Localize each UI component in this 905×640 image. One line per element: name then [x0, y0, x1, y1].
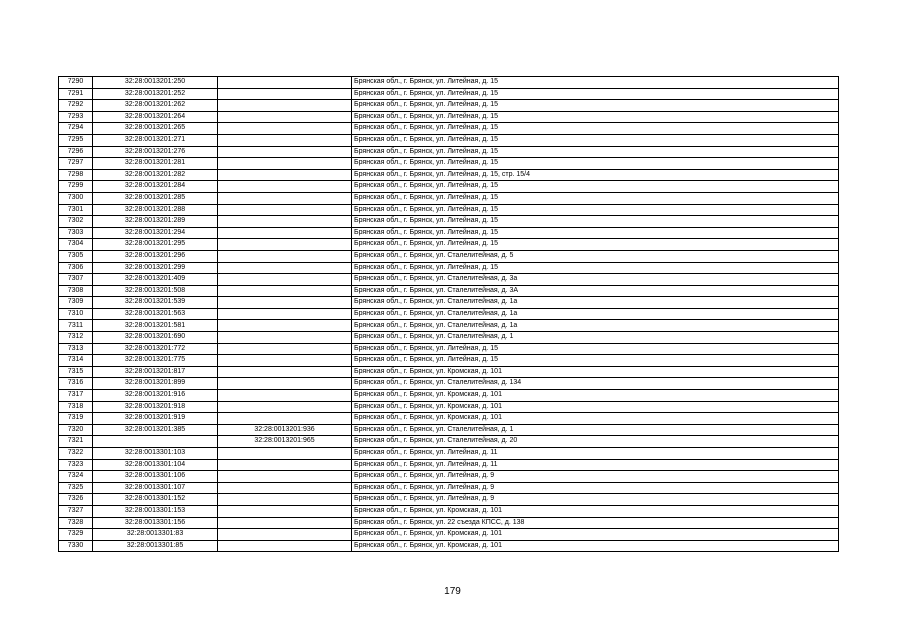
related-cadastral-number-cell: [218, 401, 352, 413]
address-cell: Брянская обл., г. Брянск, ул. Литейная, д. 15: [352, 239, 839, 251]
table-row: [59, 320, 839, 332]
address-cell: Брянская обл., г. Брянск, ул. Литейная, д. 15: [352, 204, 839, 216]
row-number-cell: 7292: [59, 100, 93, 112]
row-number-cell: 7307: [59, 274, 93, 286]
row-number-cell: 7313: [59, 343, 93, 355]
address-cell: Брянская обл., г. Брянск, ул. Литейная, д. 15: [352, 262, 839, 274]
cadastral-number-cell: 32:28:0013201:918: [93, 401, 218, 413]
cadastral-number-cell: 32:28:0013201:690: [93, 332, 218, 344]
related-cadastral-number-cell: [218, 308, 352, 320]
row-number-cell: 7321: [59, 436, 93, 448]
address-cell: Брянская обл., г. Брянск, ул. Кромская, д. 101: [352, 505, 839, 517]
related-cadastral-number-cell: 32:28:0013201:965: [218, 436, 352, 448]
address-cell: Брянская обл., г. Брянск, ул. Литейная, д. 15: [352, 158, 839, 170]
table-row: [59, 239, 839, 251]
table-row: [59, 505, 839, 517]
address-cell: Брянская обл., г. Брянск, ул. Литейная, д. 15: [352, 216, 839, 228]
related-cadastral-number-cell: [218, 169, 352, 181]
address-cell: Брянская обл., г. Брянск, ул. Литейная, д. 15: [352, 111, 839, 123]
row-number-cell: 7329: [59, 529, 93, 541]
table-row: [59, 169, 839, 181]
address-cell: Брянская обл., г. Брянск, ул. Литейная, д. 11: [352, 459, 839, 471]
table-row: [59, 77, 839, 89]
related-cadastral-number-cell: [218, 320, 352, 332]
address-cell: Брянская обл., г. Брянск, ул. Литейная, д. 15: [352, 181, 839, 193]
cadastral-number-cell: 32:28:0013201:299: [93, 262, 218, 274]
related-cadastral-number-cell: [218, 158, 352, 170]
row-number-cell: 7298: [59, 169, 93, 181]
cadastral-number-cell: 32:28:0013301:83: [93, 529, 218, 541]
address-cell: Брянская обл., г. Брянск, ул. Кромская, д. 101: [352, 540, 839, 552]
row-number-cell: 7319: [59, 413, 93, 425]
cadastral-number-cell: 32:28:0013201:385: [93, 424, 218, 436]
address-cell: Брянская обл., г. Брянск, ул. Литейная, д. 15: [352, 88, 839, 100]
cadastral-number-cell: 32:28:0013201:294: [93, 227, 218, 239]
cadastral-number-cell: 32:28:0013201:296: [93, 250, 218, 262]
row-number-cell: 7312: [59, 332, 93, 344]
address-cell: Брянская обл., г. Брянск, ул. Сталелитейная, д. 1а: [352, 297, 839, 309]
cadastral-number-cell: 32:28:0013201:916: [93, 390, 218, 402]
table-row: [59, 355, 839, 367]
row-number-cell: 7302: [59, 216, 93, 228]
table-row: [59, 413, 839, 425]
row-number-cell: 7318: [59, 401, 93, 413]
cadastral-number-cell: 32:28:0013201:817: [93, 366, 218, 378]
table-row: [59, 448, 839, 460]
related-cadastral-number-cell: [218, 123, 352, 135]
address-cell: Брянская обл., г. Брянск, ул. Сталелитейная, д. 5: [352, 250, 839, 262]
table-row: [59, 424, 839, 436]
address-cell: Брянская обл., г. Брянск, ул. Кромская, д. 101: [352, 413, 839, 425]
table-row: [59, 146, 839, 158]
table-row: [59, 482, 839, 494]
address-cell: Брянская обл., г. Брянск, ул. Сталелитейная, д. 1а: [352, 308, 839, 320]
cadastral-number-cell: 32:28:0013301:156: [93, 517, 218, 529]
address-cell: Брянская обл., г. Брянск, ул. Кромская, д. 101: [352, 390, 839, 402]
table-row: [59, 401, 839, 413]
row-number-cell: 7316: [59, 378, 93, 390]
related-cadastral-number-cell: [218, 204, 352, 216]
table-row: [59, 123, 839, 135]
address-cell: Брянская обл., г. Брянск, ул. Сталелитейная, д. 3а: [352, 274, 839, 286]
table-row: [59, 517, 839, 529]
related-cadastral-number-cell: [218, 88, 352, 100]
cadastral-number-cell: 32:28:0013201:252: [93, 88, 218, 100]
cadastral-number-cell: 32:28:0013201:539: [93, 297, 218, 309]
cadastral-number-cell: 32:28:0013201:775: [93, 355, 218, 367]
related-cadastral-number-cell: [218, 134, 352, 146]
related-cadastral-number-cell: [218, 413, 352, 425]
row-number-cell: 7304: [59, 239, 93, 251]
cadastral-number-cell: 32:28:0013301:104: [93, 459, 218, 471]
related-cadastral-number-cell: [218, 332, 352, 344]
table-row: [59, 459, 839, 471]
table-row: [59, 227, 839, 239]
related-cadastral-number-cell: [218, 297, 352, 309]
cadastral-number-cell: 32:28:0013301:106: [93, 471, 218, 483]
row-number-cell: 7325: [59, 482, 93, 494]
address-cell: Брянская обл., г. Брянск, ул. Литейная, д. 15: [352, 227, 839, 239]
related-cadastral-number-cell: [218, 146, 352, 158]
related-cadastral-number-cell: [218, 274, 352, 286]
address-cell: Брянская обл., г. Брянск, ул. Сталелитейная, д. 134: [352, 378, 839, 390]
related-cadastral-number-cell: [218, 505, 352, 517]
table-row: [59, 262, 839, 274]
address-cell: Брянская обл., г. Брянск, ул. Сталелитейная, д. 3А: [352, 285, 839, 297]
related-cadastral-number-cell: [218, 366, 352, 378]
address-cell: Брянская обл., г. Брянск, ул. Кромская, д. 101: [352, 401, 839, 413]
related-cadastral-number-cell: [218, 343, 352, 355]
row-number-cell: 7330: [59, 540, 93, 552]
table-row: [59, 158, 839, 170]
table-row: [59, 216, 839, 228]
address-cell: Брянская обл., г. Брянск, ул. Литейная, д. 15, стр. 15/4: [352, 169, 839, 181]
table-row: [59, 88, 839, 100]
cadastral-number-cell: 32:28:0013201:508: [93, 285, 218, 297]
related-cadastral-number-cell: [218, 494, 352, 506]
table-row: [59, 540, 839, 552]
table-row: [59, 529, 839, 541]
row-number-cell: 7322: [59, 448, 93, 460]
table-row: [59, 285, 839, 297]
related-cadastral-number-cell: [218, 459, 352, 471]
row-number-cell: 7295: [59, 134, 93, 146]
table-row: [59, 494, 839, 506]
cadastral-number-cell: 32:28:0013201:919: [93, 413, 218, 425]
table-row: [59, 111, 839, 123]
registry-table: [58, 76, 839, 552]
address-cell: Брянская обл., г. Брянск, ул. Литейная, д. 9: [352, 471, 839, 483]
row-number-cell: 7294: [59, 123, 93, 135]
related-cadastral-number-cell: [218, 227, 352, 239]
row-number-cell: 7303: [59, 227, 93, 239]
table-row: [59, 274, 839, 286]
cadastral-number-cell: [93, 436, 218, 448]
related-cadastral-number-cell: [218, 355, 352, 367]
row-number-cell: 7296: [59, 146, 93, 158]
row-number-cell: 7327: [59, 505, 93, 517]
address-cell: Брянская обл., г. Брянск, ул. Сталелитейная, д. 1а: [352, 320, 839, 332]
table-row: [59, 332, 839, 344]
table-row: [59, 343, 839, 355]
row-number-cell: 7315: [59, 366, 93, 378]
row-number-cell: 7314: [59, 355, 93, 367]
address-cell: Брянская обл., г. Брянск, ул. Литейная, д. 15: [352, 192, 839, 204]
address-cell: Брянская обл., г. Брянск, ул. Сталелитейная, д. 20: [352, 436, 839, 448]
related-cadastral-number-cell: 32:28:0013201:936: [218, 424, 352, 436]
table-row: [59, 297, 839, 309]
cadastral-number-cell: 32:28:0013301:103: [93, 448, 218, 460]
related-cadastral-number-cell: [218, 181, 352, 193]
table-row: [59, 366, 839, 378]
address-cell: Брянская обл., г. Брянск, ул. 22 съезда КПСС, д. 138: [352, 517, 839, 529]
address-cell: Брянская обл., г. Брянск, ул. Литейная, д. 9: [352, 482, 839, 494]
related-cadastral-number-cell: [218, 378, 352, 390]
table-row: [59, 308, 839, 320]
page-number: 179: [444, 586, 461, 597]
related-cadastral-number-cell: [218, 262, 352, 274]
related-cadastral-number-cell: [218, 540, 352, 552]
cadastral-number-cell: 32:28:0013301:85: [93, 540, 218, 552]
row-number-cell: 7291: [59, 88, 93, 100]
related-cadastral-number-cell: [218, 239, 352, 251]
address-cell: Брянская обл., г. Брянск, ул. Литейная, д. 15: [352, 134, 839, 146]
table-row: [59, 192, 839, 204]
cadastral-number-cell: 32:28:0013201:284: [93, 181, 218, 193]
table-row: [59, 390, 839, 402]
row-number-cell: 7301: [59, 204, 93, 216]
address-cell: Брянская обл., г. Брянск, ул. Сталелитейная, д. 1: [352, 332, 839, 344]
table-row: [59, 181, 839, 193]
address-cell: Брянская обл., г. Брянск, ул. Литейная, д. 15: [352, 355, 839, 367]
related-cadastral-number-cell: [218, 529, 352, 541]
cadastral-number-cell: 32:28:0013301:107: [93, 482, 218, 494]
row-number-cell: 7310: [59, 308, 93, 320]
related-cadastral-number-cell: [218, 285, 352, 297]
row-number-cell: 7324: [59, 471, 93, 483]
cadastral-number-cell: 32:28:0013201:282: [93, 169, 218, 181]
cadastral-number-cell: 32:28:0013201:285: [93, 192, 218, 204]
cadastral-number-cell: 32:28:0013201:899: [93, 378, 218, 390]
row-number-cell: 7328: [59, 517, 93, 529]
row-number-cell: 7320: [59, 424, 93, 436]
row-number-cell: 7290: [59, 77, 93, 89]
address-cell: Брянская обл., г. Брянск, ул. Литейная, д. 15: [352, 100, 839, 112]
row-number-cell: 7297: [59, 158, 93, 170]
related-cadastral-number-cell: [218, 517, 352, 529]
cadastral-number-cell: 32:28:0013201:281: [93, 158, 218, 170]
related-cadastral-number-cell: [218, 482, 352, 494]
related-cadastral-number-cell: [218, 111, 352, 123]
table-row: [59, 100, 839, 112]
related-cadastral-number-cell: [218, 77, 352, 89]
address-cell: Брянская обл., г. Брянск, ул. Литейная, д. 15: [352, 146, 839, 158]
row-number-cell: 7311: [59, 320, 93, 332]
cadastral-number-cell: 32:28:0013201:772: [93, 343, 218, 355]
address-cell: Брянская обл., г. Брянск, ул. Литейная, д. 15: [352, 343, 839, 355]
address-cell: Брянская обл., г. Брянск, ул. Литейная, д. 15: [352, 77, 839, 89]
table-row: [59, 471, 839, 483]
cadastral-number-cell: 32:28:0013201:250: [93, 77, 218, 89]
row-number-cell: 7317: [59, 390, 93, 402]
row-number-cell: 7305: [59, 250, 93, 262]
related-cadastral-number-cell: [218, 250, 352, 262]
cadastral-number-cell: 32:28:0013201:288: [93, 204, 218, 216]
related-cadastral-number-cell: [218, 471, 352, 483]
cadastral-number-cell: 32:28:0013201:262: [93, 100, 218, 112]
table-row: [59, 378, 839, 390]
table-row: [59, 134, 839, 146]
related-cadastral-number-cell: [218, 192, 352, 204]
address-cell: Брянская обл., г. Брянск, ул. Литейная, д. 9: [352, 494, 839, 506]
cadastral-number-cell: 32:28:0013201:289: [93, 216, 218, 228]
cadastral-number-cell: 32:28:0013201:271: [93, 134, 218, 146]
table-row: [59, 436, 839, 448]
table-row: [59, 204, 839, 216]
row-number-cell: 7308: [59, 285, 93, 297]
cadastral-number-cell: 32:28:0013201:409: [93, 274, 218, 286]
cadastral-number-cell: 32:28:0013201:276: [93, 146, 218, 158]
row-number-cell: 7323: [59, 459, 93, 471]
registry-table-body: [59, 77, 839, 552]
related-cadastral-number-cell: [218, 216, 352, 228]
cadastral-number-cell: 32:28:0013201:265: [93, 123, 218, 135]
row-number-cell: 7293: [59, 111, 93, 123]
related-cadastral-number-cell: [218, 448, 352, 460]
cadastral-number-cell: 32:28:0013201:581: [93, 320, 218, 332]
address-cell: Брянская обл., г. Брянск, ул. Кромская, д. 101: [352, 529, 839, 541]
address-cell: Брянская обл., г. Брянск, ул. Сталелитейная, д. 1: [352, 424, 839, 436]
cadastral-number-cell: 32:28:0013201:264: [93, 111, 218, 123]
address-cell: Брянская обл., г. Брянск, ул. Литейная, д. 15: [352, 123, 839, 135]
related-cadastral-number-cell: [218, 390, 352, 402]
cadastral-number-cell: 32:28:0013201:295: [93, 239, 218, 251]
row-number-cell: 7306: [59, 262, 93, 274]
row-number-cell: 7299: [59, 181, 93, 193]
related-cadastral-number-cell: [218, 100, 352, 112]
cadastral-number-cell: 32:28:0013201:563: [93, 308, 218, 320]
address-cell: Брянская обл., г. Брянск, ул. Кромская, д. 101: [352, 366, 839, 378]
row-number-cell: 7309: [59, 297, 93, 309]
address-cell: Брянская обл., г. Брянск, ул. Литейная, д. 11: [352, 448, 839, 460]
cadastral-number-cell: 32:28:0013301:153: [93, 505, 218, 517]
table-row: [59, 250, 839, 262]
row-number-cell: 7326: [59, 494, 93, 506]
row-number-cell: 7300: [59, 192, 93, 204]
cadastral-number-cell: 32:28:0013301:152: [93, 494, 218, 506]
